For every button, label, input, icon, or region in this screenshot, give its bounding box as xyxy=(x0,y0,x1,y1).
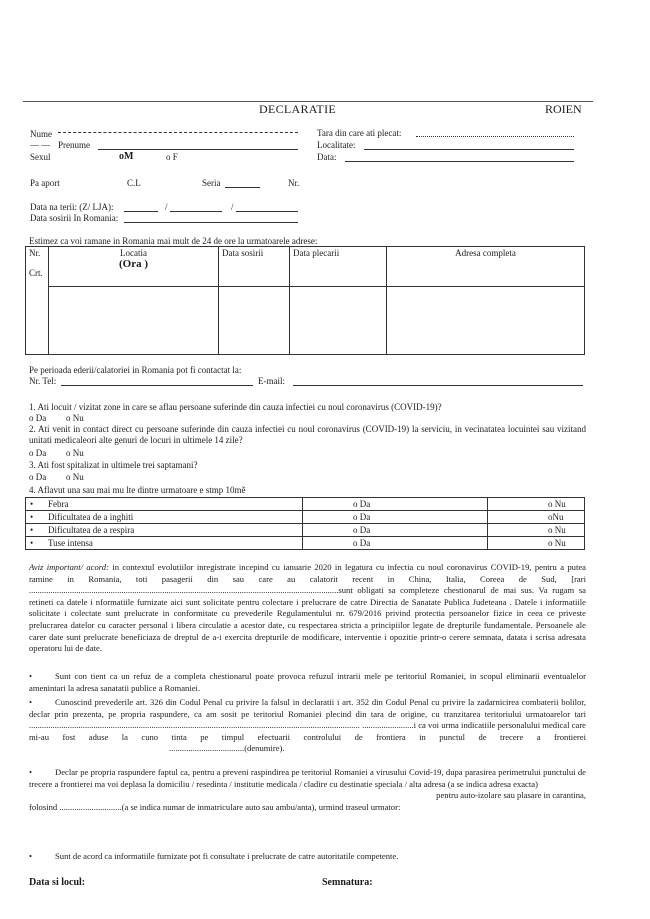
data-intrarii-field-3[interactable] xyxy=(236,211,298,212)
addresses-table xyxy=(25,246,585,355)
data-sosirii-label: Data sosirii In Romania: xyxy=(30,213,119,223)
q2-da-option[interactable]: o Da xyxy=(29,448,47,458)
nume-label: Nume xyxy=(30,129,52,139)
data-label: Data: xyxy=(317,152,337,162)
locatia-header xyxy=(49,247,219,287)
symptom-row xyxy=(26,524,585,537)
bullet: • xyxy=(26,537,45,550)
symptom-row xyxy=(26,537,585,550)
q3-nu-option[interactable]: o Nu xyxy=(66,472,84,482)
symptom-name: Febra xyxy=(44,498,303,511)
symptom-name: Dificultatea de a respira xyxy=(44,524,303,537)
date-separator: / xyxy=(231,202,234,212)
symptom-nu-option[interactable]: oNu xyxy=(488,511,585,524)
locatia-cell[interactable] xyxy=(49,287,219,355)
email-field[interactable] xyxy=(293,385,583,386)
symptom-nu-option[interactable]: o Nu xyxy=(488,537,585,550)
symptom-row xyxy=(26,511,585,524)
data-intrarii-field-2[interactable] xyxy=(170,211,222,212)
notice-lead: Aviz important/ acord: xyxy=(29,562,109,572)
symptom-name: Dificultatea de a inghiti xyxy=(44,511,303,524)
tel-label: Nr. Tel: xyxy=(29,376,57,386)
contact-intro: Pe perioada ederii/calatoriei in Romania pot fi contactat la: xyxy=(29,365,242,375)
form-title: DECLARATIE xyxy=(259,102,336,116)
symptom-da-option[interactable]: o Da xyxy=(303,511,488,524)
ora-header-label: (Ora ) xyxy=(118,258,148,270)
question-4: 4. Aflavut una sau mai mu lte dintre urmatoare e stmp 10mě xyxy=(29,485,246,495)
sex-female-option[interactable]: o F xyxy=(166,152,178,162)
localitate-field[interactable] xyxy=(364,149,574,150)
seria-label: Seria xyxy=(202,178,221,188)
data-sosirii-cell[interactable] xyxy=(219,287,290,355)
symptom-row xyxy=(26,498,585,511)
q3-da-option[interactable]: o Da xyxy=(29,472,47,482)
language-code: ROIEN xyxy=(545,102,582,116)
data-sosirii-field[interactable] xyxy=(124,222,298,223)
nr-header xyxy=(26,247,49,287)
bullet: • xyxy=(26,498,45,511)
data-sosirii-header: Data sosirii xyxy=(219,247,290,287)
email-label: E-mail: xyxy=(258,376,285,386)
notice-text-4c: folosind .............................(a se indica numar de inmatriculare auto sau ambu/anta), urmind traseul urmator: xyxy=(29,801,401,812)
notice-text-4b: pentru auto-izolare sau plasare in carantina, xyxy=(436,790,586,801)
seria-field[interactable] xyxy=(225,187,260,188)
bullet: • xyxy=(29,671,33,681)
q1-nu-option[interactable]: o Nu xyxy=(66,413,84,423)
symptom-da-option[interactable]: o Da xyxy=(303,524,488,537)
notice-text-1a: in contextul evolutiilor inregistrate incepind cu ianuarie 2020 in legatura cu infectia cu noul coronavirus COVID-19, pentru a putea ramine in Romania, toti pasagerii din sau care au calatorit recent in China, Italia, Coreea de Sud, [rari xyxy=(29,562,586,584)
data-plecarii-header: Data plecarii xyxy=(290,247,387,287)
notice-paragraph-4 xyxy=(29,767,586,813)
symptom-name: Tuse intensa xyxy=(44,537,303,550)
notice-text-5: Sunt de acord ca informatiile furnizate pot fi consultate i prelucrate de catre autoritatile competente. xyxy=(55,851,399,861)
locatia-header-label: Locatia xyxy=(120,248,147,258)
tel-field[interactable] xyxy=(61,385,253,386)
nr-cell[interactable] xyxy=(26,287,49,355)
sex-label: Sexul xyxy=(30,152,51,162)
bullet: • xyxy=(29,767,33,777)
prenume-dash: — — xyxy=(30,140,51,150)
adresa-header: Adresa completa xyxy=(387,247,585,287)
nr-label: Nr. xyxy=(288,178,300,188)
question-1: 1. Ati locuit / vizitat zone in care se aflau persoane suferinde din cauza infectiei cu noul coronavirus (COVID-19)? xyxy=(29,402,442,412)
symptoms-table xyxy=(25,497,585,550)
symptom-da-option[interactable]: o Da xyxy=(303,498,488,511)
adresa-cell[interactable] xyxy=(387,287,585,355)
data-field[interactable] xyxy=(345,161,574,162)
date-place-label: Data si locul: xyxy=(29,877,86,888)
nume-field[interactable] xyxy=(58,132,298,133)
notice-text-2: Sunt con tient ca un refuz de a completa chestionarul poate provoca refuzul intrarii mele pe teritoriul Romaniei, in scopul eliminarii eventualelor amenintari la adresa sanatatii publice a Romaniei. xyxy=(29,671,586,693)
tara-label: Tara din care ati plecat: xyxy=(317,128,402,138)
date-separator: / xyxy=(165,202,168,212)
q1-da-option[interactable]: o Da xyxy=(29,413,47,423)
pasaport-label: Pa aport xyxy=(30,178,60,188)
notice-text-4: Declar pe propria raspundere faptul ca, pentru a preveni raspindirea pe teritoriul Romaniei a virusului Covid-19, dupa parasirea perimetrului punctului de trecere a frontierei ma voi deplasa la domiciliu / resedinta / institutie medicala / cladire cu destinatie speciala / alta adresa (a se indica adresa exacta) xyxy=(29,767,586,789)
notice-text-3b: ........................i ca voi urma indicatiile personalului medical care mi-au fost aduse la cuno tinta pe timpul efectuarii controlului de frontiera in punctul de trecere a frontierei xyxy=(29,720,586,742)
addresses-intro: Estimez ca voi ramane in Romania mai mult de 24 de ore la urmatoarele adrese: xyxy=(29,236,318,246)
bullet: • xyxy=(26,524,45,537)
crt-header-label: Crt. xyxy=(29,268,43,278)
tara-field[interactable] xyxy=(416,136,574,137)
question-2: 2. Ati venit in contact direct cu persoane suferinde din cauza infectiei cu noul coronavirus (COVID-19) la serviciu, in vecinatatea locuintei sau vizitand unitati medicaleori alte genuri de locuri in ultimele 14 zile? xyxy=(29,424,586,445)
nr-header-label: Nr. xyxy=(29,248,41,258)
localitate-label: Localitate: xyxy=(317,140,356,150)
q2-nu-option[interactable]: o Nu xyxy=(66,448,84,458)
bullet: • xyxy=(29,697,33,707)
notice-text-1b: ................................................................................................................................................sunt obligati xyxy=(29,585,384,596)
notice-paragraph-3 xyxy=(29,697,586,755)
cl-label: C.L xyxy=(127,178,141,188)
sex-male-option[interactable]: oM xyxy=(119,151,134,162)
question-3: 3. Ati fost spitalizat in ultimele trei saptamani? xyxy=(29,460,198,470)
symptom-da-option[interactable]: o Da xyxy=(303,537,488,550)
prenume-field[interactable] xyxy=(98,149,298,150)
symptom-nu-option[interactable]: o Nu xyxy=(488,498,585,511)
bullet: • xyxy=(26,511,45,524)
notice-paragraph-2 xyxy=(29,671,586,694)
signature-label: Semnatura: xyxy=(322,877,373,888)
notice-text-3: Cunoscind prevederile art. 326 din Codul Penal cu privire la falsul in declaratii i art. 352 din Codul Penal cu privire la zadarnicirea combaterii bolilor, declar prin prezenta, pe propria raspundere, ca am sosit pe teritoriul Romaniei plecind din tara de origine, cu tranzitarea teritoriului urmatoarelor tari .......................................................................................................................................................... xyxy=(29,697,586,731)
notice-paragraph-1 xyxy=(29,562,586,655)
prenume-label: Prenume xyxy=(58,140,90,150)
data-intrarii-field-1[interactable] xyxy=(124,211,158,212)
symptom-nu-option[interactable]: o Nu xyxy=(488,524,585,537)
data-plecarii-cell[interactable] xyxy=(290,287,387,355)
notice-text-3c: ...................................(denumire). xyxy=(169,743,285,754)
notice-text-1c: sa completeze chestionarul de mai sus. Va rugam sa retineti ca datele i nformatiile furnizate aici sunt solicitate pentru colectare i prelucrare de catre Directia de Sanatate Publica Judeteana . Datele i informatiile solicitate i colectate sunt prelucrate in conformitate cu prevederile Regulamentului nr. 679/2016 privind protectia persoanelor fizice in ceea ce priveste prelucrarea datelor cu caracter personal i libera circulatie a acestor date, cu respectarea stricta a principiilor legate de drepturile fundamentale. Persoanele ale carer date sunt prelucrate beneficiaza de dreptul de a-i exercita drepturile de modificare, interventie i opozitie printr-o cerere semnata, datata i scrisa adresata operatoru lui de date. xyxy=(29,585,586,654)
notice-paragraph-5 xyxy=(29,851,586,863)
data-intrarii-label: Data na terii: (Z/ LJA): xyxy=(30,202,114,212)
bullet: • xyxy=(29,851,33,861)
